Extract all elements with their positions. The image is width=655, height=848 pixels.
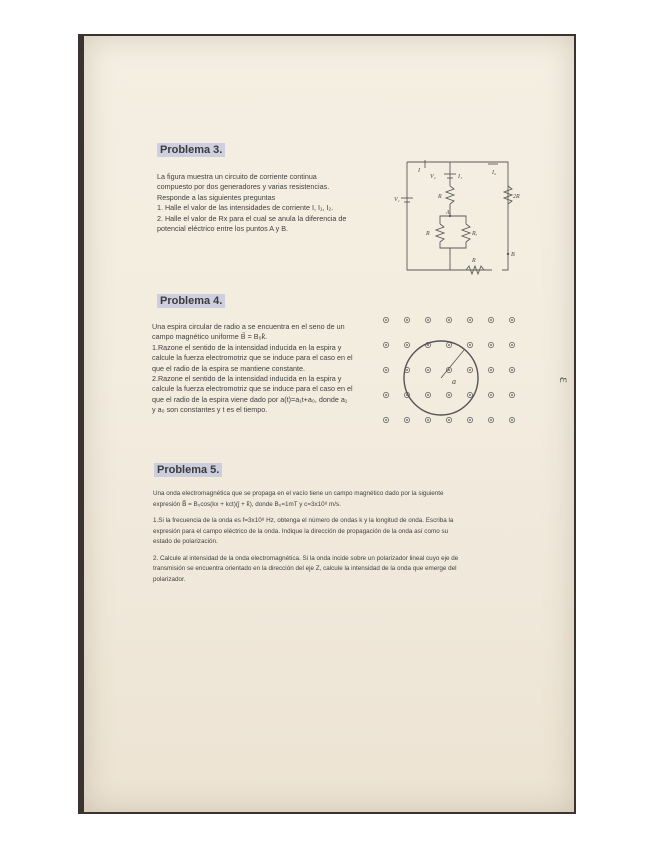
field-out-symbol [467, 367, 472, 372]
field-out-symbol [509, 317, 514, 322]
field-out-symbol [425, 367, 430, 372]
field-out-symbol [509, 392, 514, 397]
problem-3-line: compuesto por dos generadores y varias resistencias. [157, 182, 330, 192]
field-out-symbol [467, 392, 472, 397]
label-v2: V₂ [430, 174, 436, 180]
field-out-symbol [446, 317, 451, 322]
problem-5-text [153, 489, 523, 585]
label-v1: V₁ [394, 197, 400, 203]
problem-4-title: Problema 4. [157, 294, 225, 308]
problem-4-line: calcule la fuerza electromotriz que se induce para el caso en el [152, 353, 353, 363]
problem-3-text [157, 172, 375, 234]
field-out-symbol [383, 392, 388, 397]
field-out-symbol [488, 367, 493, 372]
label-i: I [418, 168, 420, 174]
field-out-symbol [404, 417, 409, 422]
field-out-symbol [488, 342, 493, 347]
field-out-symbol [509, 342, 514, 347]
field-out-symbol [509, 417, 514, 422]
problem-4-line: campo magnético uniforme B⃗ = B₀k̂. [152, 332, 268, 342]
problem-5-line: transmisión se encuentra orientado en la dirección del eje Z, calcule la intensidad de la onda que emerge del [153, 565, 457, 572]
field-out-symbol [488, 392, 493, 397]
label-a: A [446, 210, 450, 216]
field-out-symbol [446, 342, 451, 347]
field-out-symbol [425, 392, 430, 397]
problem-4-line: que el radio de la espira se mantiene constante. [152, 363, 306, 373]
label-i2: I₂ [492, 170, 497, 176]
label-r-mid: R [438, 194, 442, 200]
problem-4-line: Una espira circular de radio a se encuentra en el seno de un [152, 322, 345, 331]
problem-5-line: 1.Si la frecuencia de la onda es f=3x10⁸ Hz, obtenga el número de ondas k y la longitud de onda. Escriba la [153, 517, 454, 524]
field-out-symbol [488, 417, 493, 422]
field-out-symbol [425, 317, 430, 322]
problem-5-line: Una onda electromagnética que se propaga en el vacío tiene un campo magnético dado por la siguiente [153, 490, 444, 497]
problem-3-line: La figura muestra un circuito de corriente continua [157, 172, 317, 181]
problem-5-line: expresión B⃗ = B₀cos(kx + kct)(ĵ + k̂), donde B₀=1mT y c=3x10⁸ m/s. [153, 500, 341, 508]
field-out-symbol [467, 317, 472, 322]
field-out-symbol [383, 342, 388, 347]
problem-5-line: expresión para el campo eléctrico de la onda. Indique la dirección de propagación de la onda así como su [153, 527, 449, 535]
problem-4-line: y a₀ son constantes y t es el tiempo. [152, 405, 268, 415]
margin-handwriting: ɛ [555, 377, 571, 383]
problem-3-line: 2. Halle el valor de Rx para el cual se anula la diferencia de [157, 213, 347, 223]
field-out-symbol [467, 417, 472, 422]
radius-label: a [452, 377, 456, 386]
circuit-diagram [392, 156, 530, 276]
field-out-symbol [509, 367, 514, 372]
label-i1: I₁ [458, 174, 463, 180]
problem-4-text [152, 322, 366, 416]
field-out-symbol [446, 417, 451, 422]
field-out-symbol [467, 342, 472, 347]
label-rx: Rₓ [472, 231, 478, 237]
problem-5-title: Problema 5. [154, 463, 222, 477]
field-out-symbol [383, 317, 388, 322]
field-out-symbol [404, 317, 409, 322]
problem-4-line: 2.Razone el sentido de la intensidad inducida en la espira y [152, 374, 342, 384]
field-out-symbol [404, 342, 409, 347]
problem-4-line: calcule la fuerza electromotriz que se induce para el caso en el [152, 384, 353, 394]
magnetic-field-diagram [378, 312, 518, 440]
problem-5-line: 2. Calcule al intensidad de la onda electromagnética. Si la onda incide sobre un polarizador lineal cuyo eje de [153, 554, 459, 562]
problem-3-title: Problema 3. [157, 143, 225, 157]
field-out-symbol [488, 317, 493, 322]
problem-5-line: estado de polarización. [153, 538, 218, 545]
label-b: B [511, 252, 515, 258]
field-out-symbol [425, 417, 430, 422]
field-out-symbol [383, 367, 388, 372]
problem-5-line: polarizador. [153, 575, 186, 583]
radius-line [441, 350, 464, 378]
field-out-symbol [446, 392, 451, 397]
label-r-low: R [426, 231, 430, 237]
label-2r: 2R [513, 194, 520, 200]
label-r-bottom: R [472, 258, 476, 264]
problem-4-line: 1.Razone el sentido de la intensidad inducida en la espira y [152, 342, 342, 352]
problem-3-line: potencial eléctrico entre los puntos A y B. [157, 224, 289, 234]
field-out-symbol [383, 417, 388, 422]
problem-3-line: Responde a las siguientes preguntas [157, 192, 276, 202]
problem-4-line: que el radio de la espira viene dado por a(t)=a₁t+a₀, donde a₁ [152, 394, 348, 404]
problem-3-line: 1. Halle el valor de las intensidades de corriente I, I₁, I₂. [157, 203, 334, 213]
